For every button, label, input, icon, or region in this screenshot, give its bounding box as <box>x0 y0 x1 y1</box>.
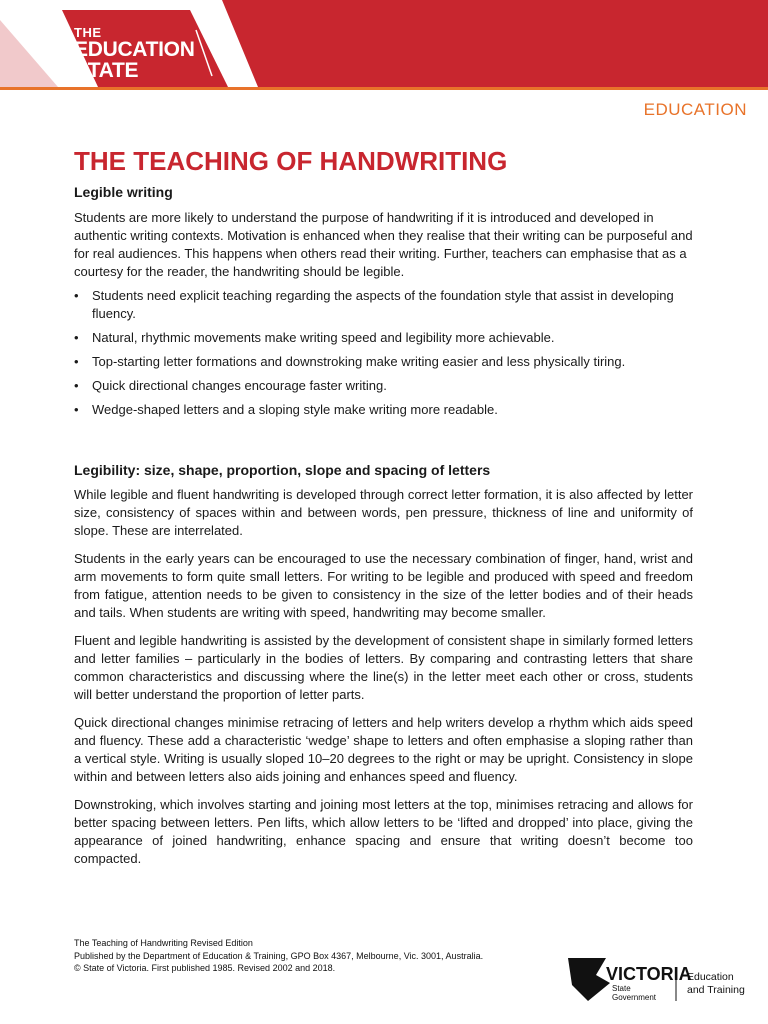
bullet-glyph: • <box>74 330 79 345</box>
logo-line-3: STATE <box>74 59 139 82</box>
bullet-glyph: • <box>74 354 79 369</box>
list-item-text: Top-starting letter formations and downstroking make writing easier and less physically tiring. <box>92 354 626 369</box>
list-item-text: Students need explicit teaching regarding the aspects of the foundation style that assist in developing fluency. <box>92 288 674 321</box>
paragraph: Downstroking, which involves starting and joining most letters at the top, minimises retracing and allows for better spacing between letters. Pen lifts, which allow letters to be ‘lifted and dropped’ into place, giving the appearance of joined handwriting, enhance spacing and ensure that writing doesn’t become too compacted. <box>74 797 693 866</box>
education-state-logo <box>74 26 195 81</box>
victoria-map-icon <box>568 958 610 1001</box>
bullet-list <box>74 287 693 419</box>
victoria-government-logo <box>566 955 766 1005</box>
publication-footer <box>74 937 483 975</box>
list-item <box>74 377 693 395</box>
logo-line-1: THE <box>74 25 102 40</box>
victoria-wordmark: VICTORIA <box>606 964 692 984</box>
bullet-glyph: • <box>74 288 79 303</box>
logo-sub-state: State <box>612 984 631 993</box>
logo-dept-line-1: Education <box>687 971 734 983</box>
list-item <box>74 353 693 371</box>
paragraph: Students in the early years can be encouraged to use the necessary combination of finger, hand, wrist and arm movements to form quite small letters. For writing to be legible and produced with speed and freedom from fatigue, attention needs to be given to consistency in the size of the letter bodies and of their heads and tails. When students are writing with speed, handwriting may become smaller. <box>74 551 693 620</box>
section-legible-writing <box>74 183 693 425</box>
logo-dept-line-2: and Training <box>687 984 745 996</box>
list-item <box>74 329 693 347</box>
paragraph: While legible and fluent handwriting is developed through correct letter formation, it is also affected by letter size, consistency of spaces within and between words, pen pressure, thickness of line and uniformity of slope. These are interrelated. <box>74 487 693 538</box>
paragraph: Fluent and legible handwriting is assisted by the development of consistent shape in similarly formed letters and letter families – particularly in the bodies of letters. By comparing and contrasting letters that share common characteristics and discussing where the line(s) in the letter meet each other or cross, students will better understand the proportion of letter parts. <box>74 633 693 702</box>
section-heading: Legible writing <box>74 184 173 200</box>
paragraph: Quick directional changes minimise retracing of letters and help writers develop a rhythm which aids speed and fluency. These add a characteristic ‘wedge’ shape to letters and often emphasise a sloping rather than a vertical style. Writing is usually sloped 10–20 degrees to the right or may be upright. Consistency in slope within and between letters also aids joining and enhances speed and fluency. <box>74 715 693 784</box>
logo-line-2: EDUCATION <box>74 38 195 61</box>
logo-sub-government: Government <box>612 993 657 1002</box>
header-accent-rule <box>0 87 768 90</box>
list-item <box>74 401 693 419</box>
section-intro: Students are more likely to understand the purpose of handwriting if it is introduced and developed in authentic writing contexts. Motivation is enhanced when they realise that their writing can be purposeful and for real audiences. This happens when others read their writing. Further, teachers can emphasise that as a courtesy for the reader, the handwriting should be legible. <box>74 210 693 279</box>
bullet-glyph: • <box>74 402 79 417</box>
footer-line: The Teaching of Handwriting Revised Edition <box>74 938 253 948</box>
list-item-text: Natural, rhythmic movements make writing speed and legibility more achievable. <box>92 330 555 345</box>
department-label: EDUCATION <box>643 100 747 119</box>
page-title: THE TEACHING OF HANDWRITING <box>74 146 508 176</box>
footer-line: Published by the Department of Education & Training, GPO Box 4367, Melbourne, Vic. 3001, Australia. <box>74 950 484 961</box>
list-item-text: Quick directional changes encourage faster writing. <box>92 378 387 393</box>
footer-line: © State of Victoria. First published 1985. Revised 2002 and 2018. <box>74 963 336 973</box>
list-item-text: Wedge-shaped letters and a sloping style make writing more readable. <box>92 402 498 417</box>
section-heading: Legibility: size, shape, proportion, slope and spacing of letters <box>74 462 491 478</box>
list-item <box>74 287 693 323</box>
bullet-glyph: • <box>74 378 79 393</box>
section-legibility <box>74 461 693 868</box>
